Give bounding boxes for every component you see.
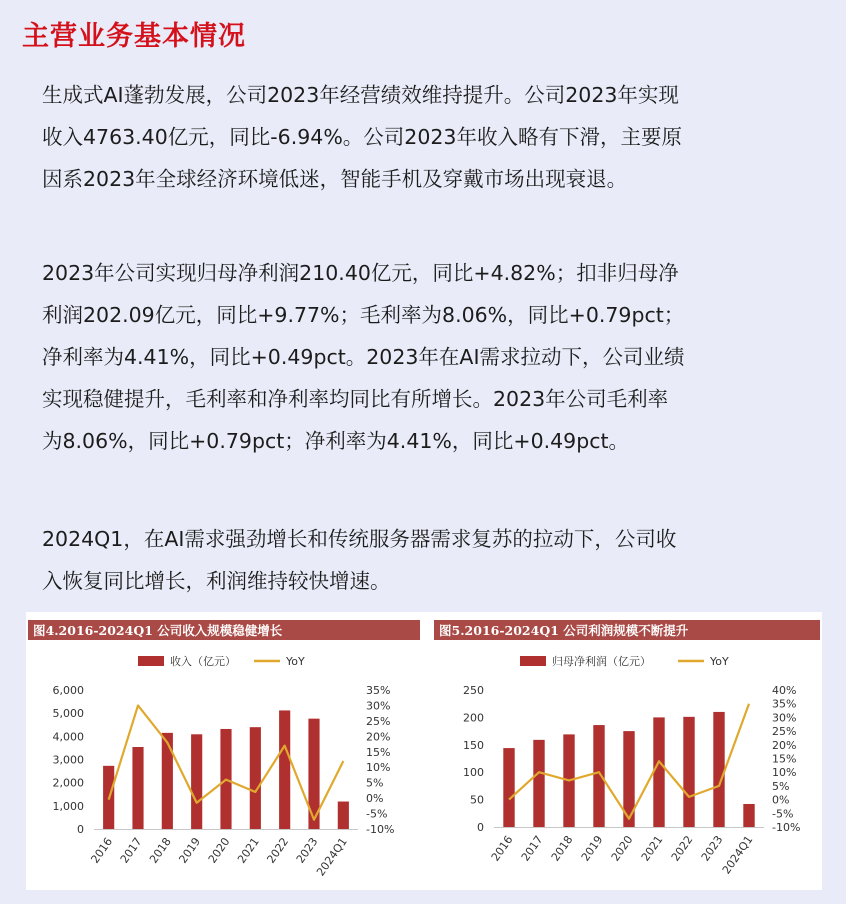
y-left-tick-label: 6,000 [52, 684, 84, 697]
legend-bar-swatch [520, 656, 546, 666]
x-tick-label: 2024Q1 [314, 835, 350, 879]
y-left-tick-label: 2,000 [52, 776, 84, 790]
x-tick-label: 2023 [293, 835, 321, 866]
y-right-tick-label: 0% [772, 793, 790, 807]
x-tick-label: 2016 [488, 833, 516, 864]
y-right-tick-label: 10% [772, 766, 797, 780]
x-tick-label: 2018 [548, 833, 576, 864]
text-line: 收入4763.40亿元，同比-6.94%。公司2023年收入略有下滑，主要原 [42, 125, 682, 149]
text-line: 实现稳健提升，毛利率和净利率均同比有所增长。2023年公司毛利率 [42, 387, 669, 411]
x-tick-label: 2024Q1 [719, 833, 756, 877]
y-left-tick-label: 100 [463, 766, 484, 780]
y-right-tick-label: 30% [772, 711, 797, 725]
chart-title: 图5.2016-2024Q1 公司利润规模不断提升 [439, 623, 689, 638]
x-tick-label: 2023 [698, 833, 726, 864]
y-right-tick-label: 0% [366, 792, 384, 806]
x-tick-label: 2022 [668, 833, 696, 864]
bar [503, 748, 514, 827]
x-tick-label: 2020 [608, 833, 636, 864]
y-left-tick-label: 200 [463, 711, 484, 725]
y-right-tick-label: 20% [366, 730, 391, 744]
legend-line-label: YoY [286, 655, 305, 668]
x-tick-label: 2021 [638, 833, 666, 864]
paragraph-profit [42, 252, 822, 462]
y-right-tick-label: 30% [366, 699, 391, 713]
y-left-tick-label: 1,000 [52, 799, 84, 813]
y-right-tick-label: 35% [772, 697, 797, 711]
x-tick-label: 2019 [176, 835, 204, 866]
y-right-tick-label: 25% [366, 714, 391, 728]
y-right-tick-label: 15% [772, 752, 797, 766]
text-line: 因系2023年全球经济环境低迷，智能手机及穿戴市场出现衰退。 [42, 167, 628, 191]
y-left-tick-label: 4,000 [52, 730, 84, 744]
paragraph-2024q1 [42, 518, 822, 602]
y-right-tick-label: 5% [366, 776, 384, 790]
legend-bar-label: 归母净利润（亿元） [552, 655, 651, 668]
x-tick-label: 2016 [88, 835, 116, 866]
text-line: 2024Q1，在AI需求强劲增长和传统服务器需求复苏的拉动下，公司收 [42, 527, 677, 551]
x-tick-label: 2017 [117, 835, 145, 866]
x-tick-label: 2021 [235, 835, 262, 866]
section-heading: 主营业务基本情况 [22, 21, 246, 52]
text-line: 入恢复同比增长，利润维持较快增速。 [42, 569, 391, 593]
y-left-tick-label: 3,000 [52, 753, 84, 767]
paragraph-revenue [42, 74, 822, 200]
y-left-tick-label: 0 [477, 821, 484, 834]
bar [191, 734, 202, 829]
x-tick-label: 2018 [147, 835, 174, 866]
bar [132, 747, 143, 829]
text-line: 2023年公司实现归母净利润210.40亿元，同比+4.82%；扣非归母净 [42, 261, 679, 285]
text-line: 为8.06%，同比+0.79pct；净利率为4.41%，同比+0.49pct。 [42, 429, 630, 453]
y-right-tick-label: 20% [772, 738, 797, 752]
y-left-tick-label: 5,000 [52, 707, 84, 721]
y-right-tick-label: 10% [366, 761, 391, 775]
charts-panel [26, 612, 822, 890]
y-right-tick-label: 5% [772, 779, 790, 793]
x-tick-label: 2020 [205, 835, 233, 866]
y-left-tick-label: 50 [470, 793, 484, 807]
bar [279, 710, 290, 829]
x-tick-label: 2022 [264, 835, 292, 866]
y-left-tick-label: 250 [463, 684, 484, 697]
y-right-tick-label: 40% [772, 684, 797, 697]
y-right-tick-label: -5% [772, 807, 794, 821]
bar [713, 712, 724, 827]
y-left-tick-label: 0 [77, 823, 84, 836]
bar [593, 725, 604, 827]
bar [743, 804, 754, 827]
x-tick-label: 2019 [578, 833, 606, 864]
bar [533, 740, 544, 827]
y-right-tick-label: 15% [366, 745, 391, 759]
bar [162, 733, 173, 829]
y-left-tick-label: 150 [463, 738, 484, 752]
profit-chart [434, 612, 820, 890]
text-line: 利润202.09亿元，同比+9.77%；毛利率为8.06%，同比+0.79pct； [42, 303, 685, 327]
y-right-tick-label: 35% [366, 684, 391, 697]
legend-bar-swatch [138, 656, 164, 666]
bar [653, 717, 664, 827]
revenue-chart [28, 612, 420, 890]
y-right-tick-label: 25% [772, 725, 797, 739]
legend-bar-label: 收入（亿元） [170, 655, 236, 668]
text-line: 生成式AI蓬勃发展，公司2023年经营绩效维持提升。公司2023年实现 [42, 83, 679, 107]
x-tick-label: 2017 [518, 833, 546, 864]
y-right-tick-label: -5% [366, 807, 388, 821]
bar [250, 727, 261, 829]
bar [683, 717, 694, 827]
chart-title: 图4.2016-2024Q1 公司收入规模稳健增长 [33, 623, 283, 638]
y-right-tick-label: -10% [366, 823, 395, 836]
legend-line-label: YoY [710, 655, 729, 668]
bar [338, 802, 349, 829]
text-line: 净利率为4.41%，同比+0.49pct。2023年在AI需求拉动下，公司业绩 [42, 345, 685, 369]
y-right-tick-label: -10% [772, 821, 801, 834]
